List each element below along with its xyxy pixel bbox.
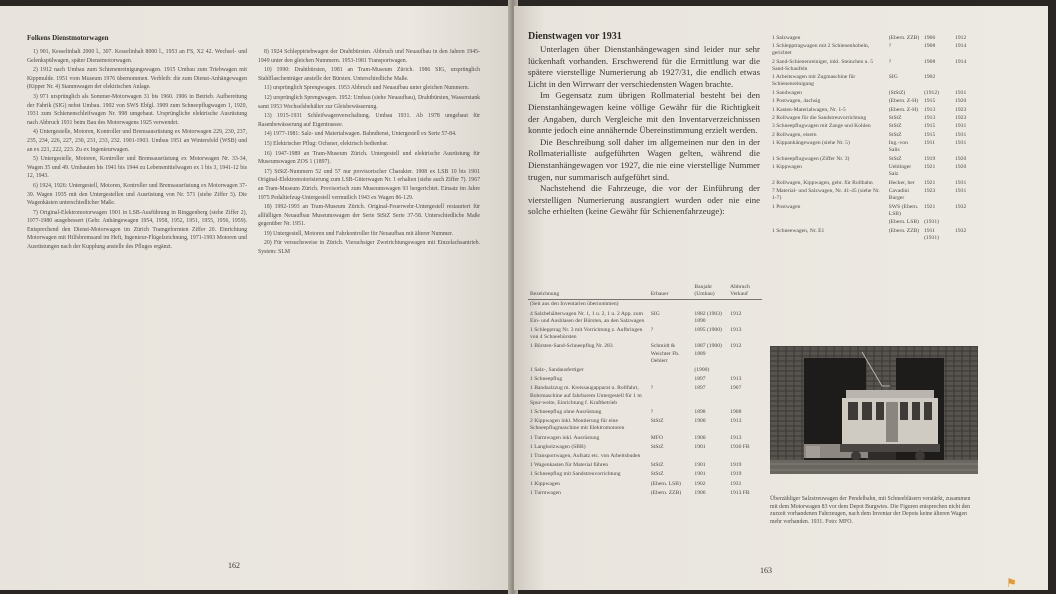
table-row — [770, 114, 982, 122]
footnote: 1) 901, Kesselinhalt 2000 l., 307. Kesselinhalt 8000 l., 1953 an FS, X2 42. Wechsel- und Gelenkspülwagen, später Dienstmotorwagen. — [27, 49, 247, 64]
cell-scrapped: 1914 — [955, 58, 967, 65]
cell-builder: StStZ — [650, 471, 664, 478]
cell-designation: 1 Kippanhängewagen (siehe Nr. 5) — [772, 140, 850, 147]
cell-designation: 1 Transportwagen, Aufsatz etc. von Arbeitsbuden — [530, 453, 641, 460]
table-row — [528, 452, 762, 461]
vehicle-table-continued — [770, 34, 982, 243]
cell-scrapped: 1932 — [955, 203, 967, 210]
cell-year: 1919 — [924, 155, 936, 162]
cell-builder: Cavadini Burger — [888, 188, 909, 202]
running-head: Folkens Dienstmotorwagen — [27, 34, 109, 42]
footnote: 16) 1947-1989 an Tram-Museum Zürich. Untergestell und elektrische Ausrüstung für Museumswagen ZOS 1 (1897). — [258, 150, 480, 166]
paragraph: Im Gegensatz zum übrigen Rollmaterial besteht bei den Dienstanhängewagen keine völlige Gewähr für die Richtigkeit der Angaben, durch Vergleiche mit den Inventarverzeichnissen konnte jedoch eine annähernde Übereinstimmung erzielt werden. — [528, 90, 760, 136]
cell-year: 1911 (1931) — [924, 227, 939, 241]
cell-designation: 1 Kippwagen — [772, 164, 802, 171]
cell-year — [692, 452, 728, 461]
cell-scrapped: 1912 — [730, 310, 742, 317]
cell-builder: ? — [650, 409, 654, 416]
table-row — [770, 203, 982, 219]
cell-scrapped: 1931 — [955, 188, 967, 195]
vehicle-table-continued-body — [770, 34, 982, 243]
corner-mark-icon: ⚑ — [1006, 576, 1017, 590]
cell-scrapped: 1912 — [730, 343, 742, 350]
cell-builder: SWS (Ebern. LSB) — [888, 203, 919, 217]
cell-scrapped: 1919 — [730, 462, 742, 469]
cell-builder: StStZ — [888, 114, 902, 121]
footnote: 19) Untergestell, Motoren und Fahrkontroller für Neuaufbau mit älterer Nummer. — [264, 230, 454, 237]
cell-scrapped: 1920 — [955, 155, 967, 162]
footnote: 2) 1912 nach Umbau zum Schienenreinigungswagen. 1915 Umbau zum Triebwagen mit Kippmulde. 1951 vom Museum 1976 übernommen. Verbleib: die zum Dienst-Anhängewagen (Kipper Nr. 4) Stammwagen der elektrischen Anlage. — [27, 67, 247, 91]
cell-designation: 1 Schlepptrag Nr. 3 mit Vorrichtung z. Aufbringen von 4 Schneebürsten — [530, 327, 643, 341]
cell-builder — [649, 366, 693, 375]
tram-photo-illustration — [770, 346, 978, 474]
cell-designation: 1 Bürsten-Sand-Schneepflug Nr. 283 — [530, 343, 613, 350]
footnote: 14) 1977-1981: Salz- und Materialwagen. Bahndienst, Untergestell ex Serie 57-84. — [264, 131, 457, 138]
cell-year: 1921 — [924, 164, 936, 171]
footnote: 4) Untergestelle, Motoren, Kontroller und Bremsausrüstung ex Motorwagen 229, 230, 237, 235, 234, 226, 227, 230, 231, 233, 232. 1901-1903. Umbau 1951 an Wintersfeld (WSB) und an ex 221, 222, 223. Zu ex Ingenieurwagen. — [27, 129, 247, 153]
cell-designation: 1 Turmwagen inkl. Ausrüstung — [530, 434, 600, 441]
intro-text — [528, 44, 760, 218]
footnote: 20) Für versuchsweise in Zürich. Vierachsiger Zweirichtungswagen mit Einzelachsantrieb. System: SLM — [258, 240, 480, 256]
cell-scrapped: 1908 — [730, 409, 742, 416]
footnote: 8) 1924 Schlepptriebwagen der Drahtbürsten. Abbruch und Neuaufbau in den Jahren 1945-1949 unter den gleichen Nummern. 1953-1981 Transportwagen. — [258, 49, 480, 64]
table-row — [528, 417, 762, 433]
book-edge — [1048, 0, 1056, 594]
cell-designation: 1 Schlepptragwagen mit 2 Schienenhobeln, gerichtet — [772, 42, 870, 57]
cell-scrapped — [728, 300, 762, 310]
cell-year: 1887 (1900) 1889 — [694, 343, 722, 357]
cell-designation: 1 Kippwagen — [530, 480, 560, 487]
cell-year: 1906 — [924, 34, 936, 41]
footnotes-column-1 — [27, 48, 247, 253]
page-number-left: 162 — [228, 561, 240, 570]
footnote: 17) StStZ-Nummern 52 und 57 nur provisorischer Charakter. 1908 ex LSB 10 bis 1901 Original-Elektromotorisierung zum LSB-Güterwagen Nr. 1 erhalten (siehe auch Ziffer 7). 1967 an Tram-Museum Zürich. Provisorisch zum Museumswagen 93 hergerichtet. Einsatz im Jahre 1975 Pedaltiefzug-Untergestell vermutlich 1943 ex Wagen 86-129. — [258, 168, 480, 201]
cell-designation: 1 Salzwagen — [772, 34, 801, 41]
cell-scrapped — [953, 219, 982, 227]
table-row — [770, 98, 982, 106]
cell-year: (1931) — [924, 219, 939, 226]
header-scrapped: Abbruch Verkauf — [728, 283, 762, 300]
cell-year: 1906 — [694, 489, 706, 496]
photo-caption: Überzähliger Salzstreuwagen der Pendelbahn, mit Schneebläsern verstärkt, zusammen mit dem Motorwagen 83 vor dem Depot Burgwies. Die Figuren entsprechen nicht den zurzeit vorhandenen Fahrzeugen, nach dem Inventar der Depots keine älteren Wagen mehr vorhanden. 1931. Foto: MFO. — [770, 496, 971, 525]
cell-year: (1900) — [694, 367, 710, 374]
table-row — [770, 89, 982, 97]
cell-year: 1913 — [924, 106, 936, 113]
cell-scrapped: 1931 — [955, 89, 967, 96]
table-row — [770, 179, 982, 187]
table-row — [528, 366, 762, 375]
cell-scrapped: 1912 — [955, 34, 967, 41]
table-row — [528, 300, 762, 310]
cell-year: 1902 — [694, 480, 706, 487]
table-row — [770, 58, 982, 74]
cell-builder: ? — [888, 58, 892, 65]
table-row — [770, 227, 982, 243]
cell-builder: (StStZ) — [888, 89, 906, 96]
footnote: 13) 1915-1931 Schleifwagenverschaltung. Umbau 1931. Ab 1978 umgebaut für Rasenbewässerung auf Eigentrassee. — [258, 113, 480, 128]
cell-builder: ? — [888, 42, 892, 49]
cell-scrapped: 1931 — [955, 131, 967, 138]
table-row — [528, 434, 762, 443]
cell-year: 1900 — [694, 434, 706, 441]
cell-year: 1902 — [924, 74, 936, 81]
cell-year: 1911 — [924, 140, 936, 147]
cell-designation: 1 Schneepflugwagen (Ziffer Nr. 3) — [772, 155, 850, 162]
cell-year: 1908 — [924, 42, 936, 49]
cell-designation: 1 Schneepflug — [530, 376, 563, 383]
cell-year: 1897 — [694, 376, 706, 383]
cell-scrapped: 1913 — [730, 327, 742, 334]
cell-builder — [649, 452, 693, 461]
cell-builder: (Ebern. Z-H) — [888, 98, 918, 105]
cell-scrapped: 1932 — [955, 227, 967, 234]
footnote: 7) Original-Elektromotorwagen 1901 in LSB-Ausführung in Ringgenberg (siehe Ziffer 2), 1977-1980 ausgebessert (Gebr. Anhängewagen 1954, 1958, 1952, 1951, 1955, 1956, 1959). Entsprechend den Dienst-Motorwagen im Zürich Tramgeformten Ziffer 20. Einrichtung Motorwagen mit Hilfsbremsand im Heft, Ingenieur-Flügelzeichnung, 1971-1993 Motoren und Ausrüstungen nach der Kupplung anstelle des Pfluges ergänzt. — [27, 209, 247, 251]
page-number-right: 163 — [760, 566, 772, 575]
table-row — [528, 384, 762, 408]
cell-builder: (Ebern. ZZB) — [650, 489, 682, 496]
cell-designation: 1 Bandsalzzug m. Kreissaugapparat u. Rollfahrt, Bohrmaschine auf fahrbarem Untergestell für 1 m Spur-weite, Einrichtung f. Kraftbetrieb — [530, 385, 642, 406]
cell-designation: 1 Schneewagen, Nr. E1 — [772, 227, 825, 234]
cell-scrapped: 1913 — [730, 434, 742, 441]
cell-builder: StStZ — [888, 123, 902, 130]
footnote: 11) ursprünglich Sprengwagen. 1953 Abbruch und Neuaufbau unter gleichen Nummern. — [264, 85, 470, 92]
cell-designation: 1 Schneepflug ohne Ausrüstung — [530, 409, 602, 416]
cell-scrapped: 1931 — [955, 123, 967, 130]
cell-builder: StStZ — [650, 462, 664, 469]
cell-designation: (Seit aus den Inventarien übernommen) — [530, 301, 619, 308]
table-row — [528, 326, 762, 342]
footnote: 6) 1924, 1926: Untergestell, Motoren, Kontroller und Bremsausrüstung ex Motorwagen 37-39. Wagen 1935 mit den Untergestellen und Ausrüstung von Nr. 571 (siehe Ziffer 3). Die Wagenkästen unterschiedlicher Maße. — [27, 182, 247, 207]
cell-designation: 1 Schneepflug mit Sandstreuvorrichtung — [530, 471, 621, 478]
cell-scrapped: 1931 — [955, 140, 967, 147]
header-year: Baujahr (Umbau) — [692, 283, 728, 300]
cell-scrapped: 1920 — [955, 98, 967, 105]
cell-year: 1901 — [694, 471, 706, 478]
cell-scrapped: 1913 — [730, 418, 742, 425]
table-row — [528, 461, 762, 470]
cell-scrapped: 1923 — [955, 114, 967, 121]
cell-year: 1901 — [694, 462, 706, 469]
table-row — [528, 408, 762, 417]
cell-designation: 1 Arbeitswagen mit Zugmaschine für Schienenreinigung — [772, 74, 856, 88]
footnote: 18) 1992-1993 an Tram-Museum Zürich. Original-Feuerwehr-Untergestell restauriert für allfälligen Neuaufbau Museumswagen der Serie StStZ Serie 37-58. Unterschiedliche Maße gegenüber Nr. 1951. — [258, 204, 480, 228]
footnotes-column-2 — [258, 48, 480, 258]
cell-scrapped: 1923 — [955, 106, 967, 113]
cell-builder: (Ebern. LSB) — [650, 480, 681, 487]
cell-year: 1921 — [924, 179, 936, 186]
table-row — [770, 74, 982, 90]
cell-designation: 1 Wagenkasten für Material führen — [530, 462, 609, 469]
cell-year — [692, 300, 728, 310]
cell-year: 1921 — [924, 203, 936, 210]
cell-designation: 2 Kippwagen inkl. Montierung für eine Schneepflugmaschine mit Elektromotoren — [530, 418, 625, 432]
cell-scrapped: 1931 — [955, 179, 967, 186]
table-header-row — [528, 283, 762, 300]
cell-scrapped: 1919 — [730, 471, 742, 478]
cell-builder: (Ebern. ZZB) — [888, 34, 920, 41]
cell-year: 1897 — [694, 385, 706, 392]
cell-builder: (Ebern. ZZB) — [888, 227, 920, 234]
footnote: 5) Untergestelle, Motoren, Kontroller und Bremsausrüstung ex Motorwagen Nr. 33-34, Wagen 35 und 49. Umbauten bis 1941 bis 1944 zu Lebensmittelwagen ex 1 bis 3, 1941-12 bis 12, 1943. — [27, 156, 247, 180]
table-row — [528, 443, 762, 452]
cell-builder — [649, 375, 693, 384]
paragraph: Die Beschreibung soll daher im allgemeinen nur den in der Rollmaterialliste aufgeführten Wagen gelten, während die Dienstanhängewagen vor 1927, die nie eine vierstellige Nummer trugen, nur summarisch aufgeführt sind. — [528, 136, 760, 182]
cell-designation: 4 Salzbehälterwagen Nr. 1, 1 u. 2, 1 u. 2 App. zum Ein- und Ausblasen der Bürsten, an den Salzwagen — [530, 310, 645, 324]
cell-designation: 1 Langholzwagen (SBB) — [530, 443, 586, 450]
cell-scrapped: 1914 — [955, 42, 967, 49]
cell-scrapped: 1907 — [730, 385, 742, 392]
cell-scrapped — [728, 452, 762, 461]
cell-scrapped — [953, 74, 982, 90]
cell-designation: 2 Rollwagen für die Sandstreuvorrichtung — [772, 114, 867, 121]
cell-builder: Schmidt & Weichter Fb. Oehlerr — [650, 343, 680, 364]
cell-year: 1882 (1903) 1890 — [694, 310, 722, 324]
cell-year: 1913 — [924, 114, 936, 121]
cell-builder: (Ebern. Z-H) — [888, 106, 918, 113]
table-row — [770, 42, 982, 58]
cell-builder: MFO — [650, 434, 663, 441]
cell-builder: Hecker, ber — [888, 179, 915, 186]
cell-builder: SIG — [650, 310, 660, 317]
header-builder: Erbauer — [649, 283, 693, 300]
cell-builder: Uehlinger Salz — [888, 164, 912, 178]
cell-designation: 2 Rollwagen, Kippwagen, gebr. für Rollbahn — [772, 179, 873, 186]
cell-builder: SIG — [888, 74, 898, 81]
paragraph: Unterlagen über Dienstanhängewagen sind leider nur sehr lückenhaft vorhanden. Erschwerend für die Ermittlung war die spätere vierstellige Numerierung ab 1927/31, die endlich etwas Licht in den Wirrwarr der verschiedensten Wagen brachte. — [528, 44, 760, 89]
cell-designation: 1 Kasten-Materialwagen, Nr. 1-5 — [772, 106, 846, 113]
cell-builder: StStZ — [888, 155, 902, 162]
cell-builder: StStZ — [650, 443, 664, 450]
cell-year: 1915 — [924, 98, 936, 105]
table-row — [528, 310, 762, 326]
cell-scrapped: 1913 — [730, 376, 742, 383]
cell-designation: 1 Postwagen — [772, 203, 801, 210]
cell-year: 1898 — [694, 409, 706, 416]
cell-designation: 1 Salz-, Sandausfertiger — [530, 367, 584, 374]
cell-designation: 1 Postwagen, 4achsig — [772, 98, 821, 105]
table-row — [770, 131, 982, 139]
cell-designation: 7 Material- und Salzwagen, Nr. 41-45 (siehe Nr. 1-7) — [772, 188, 880, 202]
cell-year: 1915 — [924, 131, 936, 138]
cell-builder: StStZ — [650, 418, 664, 425]
cell-scrapped — [728, 366, 762, 375]
cell-designation: 1 Turmwagen — [530, 489, 561, 496]
footnote: 12) ursprünglich Sprengwagen. 1952: Umbau (siehe Neuaufbau), Drahtbürsten, Wasserstank samt 1953 Wechselsbehälter zur Gleisbewässerung. — [258, 94, 480, 110]
cell-designation: 1 Sandwagen — [772, 89, 802, 96]
cell-builder: ? — [650, 385, 654, 392]
cell-year: 1900 — [694, 418, 706, 425]
cell-builder: StStZ — [888, 131, 902, 138]
cell-builder: ? — [650, 327, 654, 334]
cell-builder: (Ebern. LSB) — [888, 219, 919, 226]
vehicle-table — [528, 283, 762, 498]
cell-scrapped: 1913 FB — [730, 489, 750, 496]
table-row — [528, 375, 762, 384]
table-row — [528, 489, 762, 498]
table-row — [770, 219, 982, 227]
cell-year: 1901 — [694, 443, 706, 450]
cell-scrapped: 1930 FB — [730, 443, 750, 450]
table-row — [770, 34, 982, 42]
table-row — [770, 106, 982, 114]
vehicle-table-body — [528, 300, 762, 498]
footnote: 10) 1990: Drahtbürsten, 1981 an Tram-Museum Zürich. 1986 SIG, ursprünglich Stahlflaschenträger anstelle der Bürsten. Unterschiedliche Maße. — [258, 67, 480, 82]
table-row — [528, 342, 762, 366]
cell-designation: 3 Schneepflugwagen mit Zange und Kohlen — [772, 123, 871, 130]
cell-designation: 2 Rollwagen, eisern — [772, 131, 817, 138]
cell-builder — [649, 300, 693, 310]
cell-year: (1912) — [924, 89, 939, 96]
footnote: 3) 971 ursprünglich als Sommer-Motorwagen 31 bis 1960. 1906 in Betrieb. Aufbereitung der Fabrik (SIG) nebst Umbau. 1902 von SWS Ebfgl. 1909 zum Schneepflugwagen 1, 1920, 1931 zum Schienenschleifwagen Nr. 998 umgebaut. Ursprüngliche elektrische Ausrüstung nach Abbruch 1931 beim Bau des Motorwagens 1925 verwendet. — [27, 93, 247, 126]
table-row — [528, 470, 762, 479]
table-row — [528, 480, 762, 489]
cell-year: 1895 (1900) — [694, 327, 722, 334]
section-title: Dienstwagen vor 1931 — [528, 31, 622, 42]
tram-depot-photo — [770, 346, 978, 474]
cell-designation: 2 Sand-Schienenreiniger, inkl. Steinchen u. 5 Sand-Schaufeln — [772, 58, 874, 72]
table-row — [770, 140, 982, 156]
table-row — [770, 123, 982, 131]
header-designation: Bezeichnung — [528, 283, 649, 300]
cell-scrapped: 1920 — [955, 164, 967, 171]
cell-year: 1923 — [924, 188, 936, 195]
cell-year: 1908 — [924, 58, 936, 65]
cell-year: 1915 — [924, 123, 936, 130]
cell-builder: Ing.-von Salis — [888, 140, 908, 154]
table-row — [770, 164, 982, 180]
footnote: 15) Elektrischer Pflug: Ochsner, elektrisch bedienbar. — [264, 140, 389, 147]
table-row — [770, 187, 982, 203]
cell-scrapped: 1931 — [730, 480, 742, 487]
cell-designation — [770, 219, 887, 227]
table-row — [770, 155, 982, 163]
paragraph: Nachstehend die Fahrzeuge, die vor der Einführung der vierstelligen Numerierung ausrangiert wurden oder nie eine solche erhielten (keine Gewähr für Schienenfahrzeuge): — [528, 183, 760, 217]
